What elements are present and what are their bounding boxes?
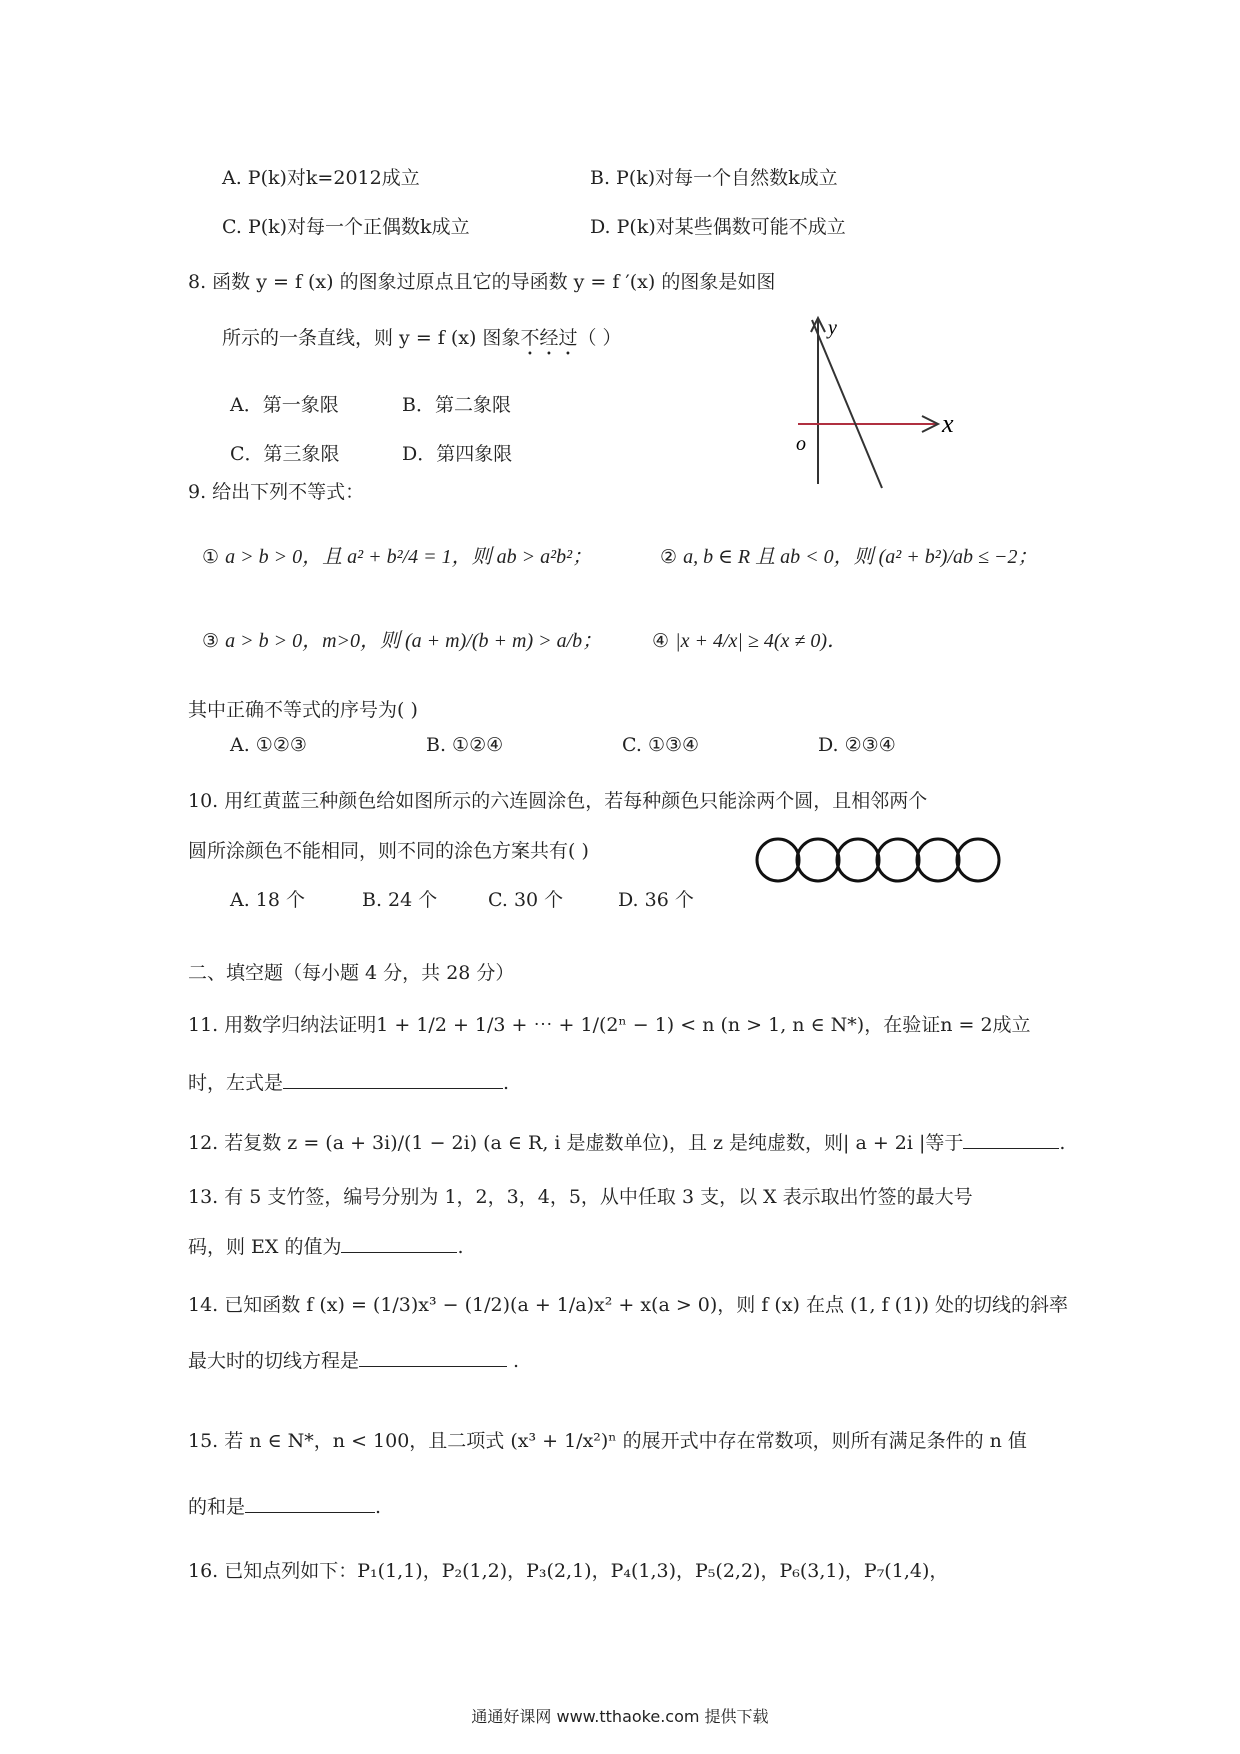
- q9-statement-4-text: |x + 4/x| ≥ 4(x ≠ 0)．: [675, 630, 848, 652]
- section-2-title: 二、填空题（每小题 4 分，共 28 分）: [188, 962, 515, 984]
- q9-statement-1-marker: ①: [202, 546, 220, 568]
- q12-stem: 12. 若复数 z = (a + 3i)/(1 − 2i) (a ∈ R, i 是虚数单位)，且 z 是纯虚数，则| a + 2i |等于 .: [188, 1132, 1066, 1154]
- q9-statement-3-marker: ③: [202, 630, 220, 652]
- q14-stem-line2-text: 最大时的切线方程是: [188, 1350, 360, 1372]
- q9-intro: 9. 给出下列不等式：: [188, 481, 365, 503]
- q9-statement-4-marker: ④: [652, 630, 670, 652]
- circle-6: [957, 839, 999, 881]
- q11-answer-blank[interactable]: [283, 1070, 503, 1089]
- q14-stem-line1: 14. 已知函数 f (x) = (1/3)x³ − (1/2)(a + 1/a)x² + x(a > 0)，则 f (x) 在点 (1, f (1)) 处的切线的斜率: [188, 1294, 1069, 1316]
- q13-stem-line1: 13. 有 5 支竹签，编号分别为 1，2，3，4，5，从中任取 3 支，以 X 表示取出竹签的最大号: [188, 1186, 973, 1208]
- q8-option-c: C．第三象限: [230, 443, 340, 465]
- q9-option-d: D. ②③④: [818, 734, 896, 756]
- page-footer: 通通好课网 www.tthaoke.com 提供下载: [471, 1707, 769, 1726]
- q9-statement-2-text: a, b ∈ R 且 ab < 0，则 (a² + b²)/ab ≤ −2；: [683, 546, 1038, 568]
- circle-1: [757, 839, 799, 881]
- q13-answer-blank[interactable]: [341, 1234, 457, 1253]
- q10-stem-line2: 圆所涂颜色不能相同，则不同的涂色方案共有( ): [188, 840, 589, 862]
- q11-stem-line2-text: 时，左式是: [188, 1072, 284, 1094]
- q11-stem-line2: 时，左式是 .: [188, 1072, 510, 1094]
- q8-stem-line2: [222, 323, 622, 360]
- six-linked-circles-figure: [750, 832, 1010, 888]
- circle-2: [797, 839, 839, 881]
- q9-statement-1-text: a > b > 0，且 a² + b²/4 = 1，则 ab > a²b²；: [225, 546, 593, 568]
- q14-answer-blank[interactable]: [359, 1348, 507, 1367]
- q15-stem-line2-text: 的和是: [188, 1496, 246, 1518]
- q10-option-b: B. 24 个: [362, 889, 438, 911]
- q9-option-a: A. ①②③: [230, 734, 307, 756]
- q8-stem-line1: 8. 函数 y = f (x) 的图象过原点且它的导函数 y = f ′(x) 的图象是如图: [188, 271, 776, 293]
- q9-statement-4: [652, 624, 847, 653]
- q9-question: 其中正确不等式的序号为( ): [188, 699, 418, 721]
- q7-option-c: C. P(k)对每一个正偶数k成立: [222, 216, 470, 238]
- y-axis-label: y: [828, 317, 837, 339]
- q8-derivative-graph: [790, 312, 970, 492]
- q8-option-d: D．第四象限: [402, 443, 513, 465]
- q16-stem-line1: 16. 已知点列如下：P₁(1,1)，P₂(1,2)，P₃(2,1)，P₄(1,3)，P₅(2,2)，P₆(3,1)，P₇(1,4)，: [188, 1560, 949, 1582]
- q8-option-b: B．第二象限: [402, 394, 511, 416]
- q9-option-b: B. ①②④: [426, 734, 504, 756]
- q7-option-d: D. P(k)对某些偶数可能不成立: [590, 216, 846, 238]
- q13-stem-line2: 码，则 EX 的值为 .: [188, 1236, 464, 1258]
- q10-stem-line1: 10. 用红黄蓝三种颜色给如图所示的六连圆涂色，若每种颜色只能涂两个圆，且相邻两个: [188, 790, 928, 812]
- q13-stem-line2-text: 码，则 EX 的值为: [188, 1236, 342, 1258]
- circle-4: [877, 839, 919, 881]
- q7-option-b: B. P(k)对每一个自然数k成立: [590, 167, 838, 189]
- x-axis-label: x: [942, 409, 954, 438]
- q9-statement-2-marker: ②: [660, 546, 678, 568]
- q15-stem-line2: 的和是 .: [188, 1496, 382, 1518]
- q12-stem-text: 12. 若复数 z = (a + 3i)/(1 − 2i) (a ∈ R, i 是虚数单位)，且 z 是纯虚数，则| a + 2i |等于: [188, 1132, 964, 1154]
- q7-option-a: A. P(k)对k=2012成立: [222, 167, 420, 189]
- q10-option-d: D. 36 个: [618, 889, 694, 911]
- q9-option-c: C. ①③④: [622, 734, 700, 756]
- q10-option-c: C. 30 个: [488, 889, 564, 911]
- origin-label: o: [796, 433, 806, 455]
- q15-stem-line1: 15. 若 n ∈ N*，n < 100，且二项式 (x³ + 1/x²)ⁿ 的展开式中存在常数项，则所有满足条件的 n 值: [188, 1430, 1027, 1452]
- q12-answer-blank[interactable]: [963, 1130, 1059, 1149]
- q8-stem-emphasis: 不经过: [520, 327, 578, 349]
- circle-3: [837, 839, 879, 881]
- circle-5: [917, 839, 959, 881]
- q9-statement-1: [202, 540, 592, 569]
- q8-option-a: A．第一象限: [230, 394, 339, 416]
- q8-stem-pre: 所示的一条直线，则 y = f (x) 图象: [222, 327, 521, 349]
- q9-statement-3-text: a > b > 0，m>0，则 (a + m)/(b + m) > a/b；: [225, 630, 603, 652]
- q11-stem-line1: 11. 用数学归纳法证明1 + 1/2 + 1/3 + ⋯ + 1/(2ⁿ − 1) < n (n > 1, n ∈ N*)，在验证n = 2成立: [188, 1014, 1031, 1036]
- q9-statement-2: [660, 540, 1037, 569]
- q10-option-a: A. 18 个: [230, 889, 306, 911]
- q14-stem-line2: 最大时的切线方程是 .: [188, 1350, 520, 1372]
- q8-stem-post: （ ）: [577, 327, 622, 349]
- q15-answer-blank[interactable]: [245, 1494, 375, 1513]
- derivative-line: [812, 320, 882, 488]
- q9-statement-3: [202, 624, 602, 653]
